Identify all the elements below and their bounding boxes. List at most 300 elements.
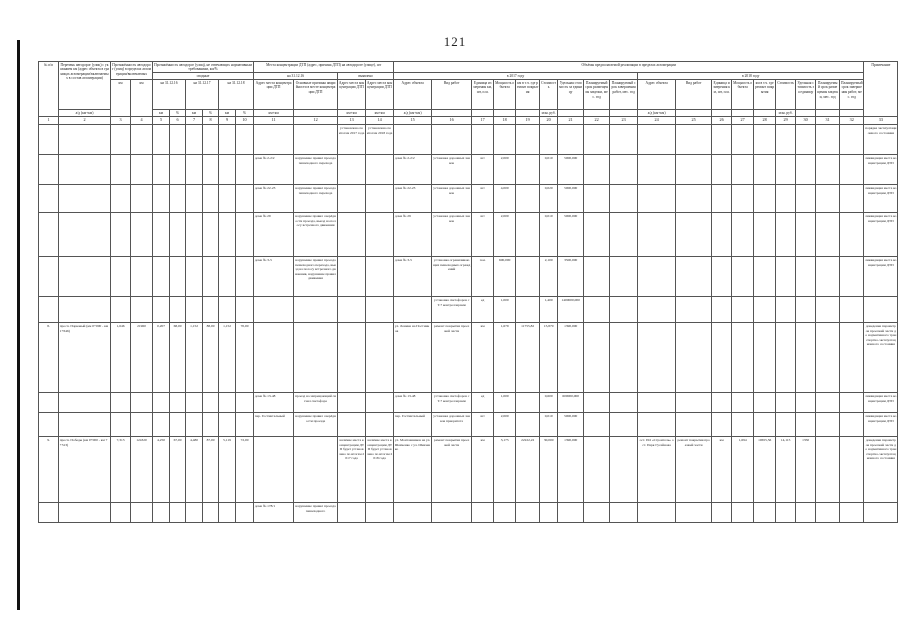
cell-col-22 bbox=[584, 413, 610, 437]
cell-col-25 bbox=[676, 393, 712, 413]
cell-col-2: просп. Парковый (км 0+000 - км 1+646) bbox=[59, 323, 111, 393]
cell-col-17 bbox=[472, 503, 494, 523]
column-number: 5 bbox=[153, 117, 170, 125]
cell-col-10 bbox=[236, 393, 254, 413]
cell-col-15: ул. Монтажников на ул. Шевченко с ул. Шевченко bbox=[394, 437, 432, 503]
hdr-dtp-addr: Адрес места концентрации ДТП bbox=[254, 80, 294, 110]
cell-col-20: 15,870 bbox=[540, 323, 558, 393]
cell-col-18: 2,000 bbox=[494, 155, 516, 185]
cell-col-11: дома № 2-2/2 bbox=[254, 155, 294, 185]
cell-col-5 bbox=[153, 155, 170, 185]
cell-col-29 bbox=[776, 323, 796, 393]
cell-col-3 bbox=[111, 413, 131, 437]
hdr-cost-17: Стоимость bbox=[540, 80, 558, 110]
cell-col-31 bbox=[816, 297, 840, 323]
cell-col-18: 4,000 bbox=[494, 185, 516, 213]
cell-col-13 bbox=[338, 297, 366, 323]
cell-col-16: установка дорожных знаков приоритета bbox=[432, 413, 472, 437]
cell-col-32 bbox=[840, 125, 864, 155]
cell-col-6 bbox=[170, 213, 186, 257]
hdr-u-pct-3: % bbox=[236, 110, 254, 117]
cell-col-2 bbox=[59, 155, 111, 185]
cell-col-11: дома № 3-5 bbox=[254, 257, 294, 297]
cell-col-9 bbox=[219, 213, 236, 257]
cell-col-8: 87,00 bbox=[203, 437, 219, 503]
cell-col-3 bbox=[111, 297, 131, 323]
column-number: 9 bbox=[219, 117, 236, 125]
cell-col-13 bbox=[338, 503, 366, 523]
cell-col-7 bbox=[186, 257, 203, 297]
cell-col-9 bbox=[219, 393, 236, 413]
cell-col-25 bbox=[676, 155, 712, 185]
cell-col-3: 1,646 bbox=[111, 323, 131, 393]
cell-col-16: ремонт покрытия проезжей части bbox=[432, 323, 472, 393]
cell-col-16: установка дорожных знаков bbox=[432, 185, 472, 213]
column-number: 13 bbox=[338, 117, 366, 125]
cell-col-30 bbox=[796, 503, 816, 523]
cell-note: порядка эксплуатационного состояния bbox=[864, 125, 898, 155]
cell-col-10 bbox=[236, 413, 254, 437]
cell-col-2: просп. Победы (км 0+000 - км 7+313) bbox=[59, 437, 111, 503]
cell-col-11 bbox=[254, 323, 294, 393]
cell-col-11 bbox=[254, 437, 294, 503]
cell-col-5: 0,207 bbox=[153, 323, 170, 393]
cell-col-23 bbox=[610, 155, 638, 185]
cell-col-23 bbox=[610, 213, 638, 257]
cell-col-14 bbox=[366, 155, 394, 185]
cell-col-4 bbox=[131, 185, 153, 213]
cell-col-27 bbox=[732, 297, 754, 323]
cell-col-22 bbox=[584, 125, 610, 155]
cell-note: ликвидация места концентрации ДТП bbox=[864, 213, 898, 257]
cell-col-24 bbox=[638, 155, 676, 185]
cell-col-23 bbox=[610, 503, 638, 523]
cell-col-15: дома № 22-23 bbox=[394, 185, 432, 213]
cell-col-17: шт bbox=[472, 185, 494, 213]
cell-col-28 bbox=[754, 503, 776, 523]
cell-col-14 bbox=[366, 257, 394, 297]
cell-col-27 bbox=[732, 323, 754, 393]
cell-col-27 bbox=[732, 413, 754, 437]
cell-col-19 bbox=[516, 213, 540, 257]
cell-col-19 bbox=[516, 413, 540, 437]
cell-col-32 bbox=[840, 297, 864, 323]
cell-col-29 bbox=[776, 393, 796, 413]
hdr-u-addr-dtp: км+км bbox=[254, 110, 294, 117]
cell-col-13 bbox=[338, 257, 366, 297]
cell-col-4: 124320 bbox=[131, 437, 153, 503]
cell-col-14 bbox=[366, 185, 394, 213]
cell-col-1: 8. bbox=[39, 323, 59, 393]
cell-col-7 bbox=[186, 155, 203, 185]
hdr-volumes: Объёмы предполагаемой реализации в пределах агломерации bbox=[394, 62, 864, 73]
cell-col-31 bbox=[816, 503, 840, 523]
cell-col-30 bbox=[796, 323, 816, 393]
header-row-1 bbox=[39, 62, 898, 73]
cell-col-15: пер. Гостинтальный bbox=[394, 413, 432, 437]
cell-col-21: 5000,000 bbox=[558, 213, 584, 257]
cell-col-20: 1,400 bbox=[540, 297, 558, 323]
cell-col-4: 21960 bbox=[131, 323, 153, 393]
cell-col-12: нарушение правил очерёдности проезда, выезд на полосу встречного движения bbox=[294, 213, 338, 257]
cell-col-20: 0,600 bbox=[540, 393, 558, 413]
cell-col-2 bbox=[59, 393, 111, 413]
cell-col-19 bbox=[516, 155, 540, 185]
hdr-length: Протяжённость автодорог (улиц) в пределах агломерации/включаемых bbox=[111, 62, 153, 80]
cell-col-24 bbox=[638, 393, 676, 413]
cell-col-24 bbox=[638, 413, 676, 437]
cell-col-6: 67,00 bbox=[170, 437, 186, 503]
cell-col-23 bbox=[610, 297, 638, 323]
cell-col-12: нарушение правил проезда пешеходного bbox=[294, 503, 338, 523]
hdr-note: Примечание bbox=[864, 62, 898, 117]
hdr-current: сводные bbox=[153, 73, 254, 80]
column-number: 8 bbox=[203, 117, 219, 125]
cell-col-19 bbox=[516, 393, 540, 413]
cell-col-29 bbox=[776, 503, 796, 523]
cell-col-7: 1,152 bbox=[186, 323, 203, 393]
cell-note: доведение параметров проезжей части до нормативного транспортно-эксплуатационного состояния bbox=[864, 437, 898, 503]
cell-col-28 bbox=[754, 297, 776, 323]
header-row-2 bbox=[39, 73, 898, 80]
cell-col-13: установлено по итогам 2017 года bbox=[338, 125, 366, 155]
cell-col-19: 11755,82 bbox=[516, 323, 540, 393]
cell-col-26 bbox=[712, 155, 732, 185]
cell-col-14: установлено по итогам 2018 года bbox=[366, 125, 394, 155]
cell-col-13: наличие места концентрации ДТП будет установлено по итогам 2017 года bbox=[338, 437, 366, 503]
table-row bbox=[39, 155, 898, 185]
cell-col-1 bbox=[39, 257, 59, 297]
hdr-u-km-3: км bbox=[219, 110, 236, 117]
cell-col-30 bbox=[796, 213, 816, 257]
cell-col-3 bbox=[111, 213, 131, 257]
cell-col-2 bbox=[59, 125, 111, 155]
cell-col-5 bbox=[153, 185, 170, 213]
hdr-u-km-1: км bbox=[153, 110, 170, 117]
hdr-price-18: Удельная стоимость за единицу bbox=[796, 80, 816, 110]
header-row-4 bbox=[39, 110, 898, 117]
cell-col-6 bbox=[170, 413, 186, 437]
cell-col-29 bbox=[776, 185, 796, 213]
cell-note bbox=[864, 503, 898, 523]
cell-col-31 bbox=[816, 185, 840, 213]
cell-col-7 bbox=[186, 413, 203, 437]
cell-col-31 bbox=[816, 155, 840, 185]
hdr-date1: на 31.12.16 bbox=[153, 80, 186, 110]
cell-col-25 bbox=[676, 413, 712, 437]
column-number: 12 bbox=[294, 117, 338, 125]
cell-col-21: 5000,000 bbox=[558, 155, 584, 185]
column-number: 24 bbox=[638, 117, 676, 125]
cell-col-25 bbox=[676, 185, 712, 213]
cell-col-4 bbox=[131, 393, 153, 413]
cell-col-11 bbox=[254, 297, 294, 323]
cell-col-8 bbox=[203, 185, 219, 213]
column-number: 4 bbox=[131, 117, 153, 125]
cell-col-14 bbox=[366, 413, 394, 437]
cell-col-21: 5000,000 bbox=[558, 413, 584, 437]
cell-col-17: п.м. bbox=[472, 257, 494, 297]
cell-col-19 bbox=[516, 503, 540, 523]
cell-col-8: 88,00 bbox=[203, 323, 219, 393]
column-number: 23 bbox=[610, 117, 638, 125]
column-number: 22 bbox=[584, 117, 610, 125]
cell-col-1: 9. bbox=[39, 437, 59, 503]
cell-col-17: шт bbox=[472, 213, 494, 257]
cell-col-1 bbox=[39, 503, 59, 523]
cell-col-26 bbox=[712, 185, 732, 213]
hdr-dtp-addr18: Адрес места концентрации ДТП bbox=[366, 80, 394, 110]
cell-note: ликвидация места концентрации ДТП bbox=[864, 413, 898, 437]
cell-col-12 bbox=[294, 125, 338, 155]
cell-col-20 bbox=[540, 503, 558, 523]
cell-col-23 bbox=[610, 323, 638, 393]
cell-col-30 bbox=[796, 393, 816, 413]
cell-col-5 bbox=[153, 503, 170, 523]
cell-col-19: 22222,22 bbox=[516, 437, 540, 503]
cell-col-28 bbox=[754, 185, 776, 213]
cell-col-25 bbox=[676, 125, 712, 155]
cell-col-21 bbox=[558, 125, 584, 155]
cell-col-31 bbox=[816, 437, 840, 503]
cell-col-5 bbox=[153, 257, 170, 297]
cell-col-7: 4,480 bbox=[186, 437, 203, 503]
cell-col-15: дома № 13-48 bbox=[394, 393, 432, 413]
cell-col-10 bbox=[236, 503, 254, 523]
cell-col-16 bbox=[432, 503, 472, 523]
column-number-row bbox=[39, 117, 898, 125]
cell-note: ликвидация места концентрации ДТП bbox=[864, 155, 898, 185]
hdr-dtp: Места концентрации ДТП (адрес, причина ДТП) на автодороге (улице), шт bbox=[254, 62, 394, 73]
cell-col-10 bbox=[236, 185, 254, 213]
cell-col-10: 72,00 bbox=[236, 437, 254, 503]
cell-col-26 bbox=[712, 323, 732, 393]
cell-col-4 bbox=[131, 503, 153, 523]
cell-col-16: установка светофоров с Т.7 контроллерами bbox=[432, 393, 472, 413]
binding-bar bbox=[17, 40, 20, 610]
cell-col-3 bbox=[111, 257, 131, 297]
cell-col-14 bbox=[366, 323, 394, 393]
cell-col-12: нарушение правил проезда пешеходного перехода, выезд на полосу встречного движения, нарушение правил движения bbox=[294, 257, 338, 297]
cell-col-29 bbox=[776, 125, 796, 155]
column-number: 21 bbox=[558, 117, 584, 125]
cell-col-18: 1,679 bbox=[494, 323, 516, 393]
hdr-2017: в 2017 году bbox=[394, 73, 638, 80]
cell-col-8 bbox=[203, 257, 219, 297]
hdr-unit-17: Единица измерения км, шт, п.м. bbox=[472, 80, 494, 110]
cell-col-32 bbox=[840, 213, 864, 257]
cell-col-2 bbox=[59, 413, 111, 437]
cell-col-30 bbox=[796, 413, 816, 437]
cell-col-7 bbox=[186, 125, 203, 155]
cell-col-24 bbox=[638, 323, 676, 393]
cell-col-19 bbox=[516, 125, 540, 155]
cell-col-14 bbox=[366, 503, 394, 523]
cell-col-32 bbox=[840, 155, 864, 185]
cell-col-18: 2,000 bbox=[494, 213, 516, 257]
cell-col-32 bbox=[840, 413, 864, 437]
cell-col-12: проезд на запрещающий сигнал светофора bbox=[294, 393, 338, 413]
column-number: 32 bbox=[840, 117, 864, 125]
cell-col-13 bbox=[338, 393, 366, 413]
column-number: 1 bbox=[39, 117, 59, 125]
cell-col-3 bbox=[111, 393, 131, 413]
cell-col-15: ул. Ленина на Постников bbox=[394, 323, 432, 393]
cell-col-1 bbox=[39, 125, 59, 155]
cell-col-27: 1,694 bbox=[732, 437, 754, 503]
cell-col-6 bbox=[170, 297, 186, 323]
hdr-unit-addr: а/д (км+км) bbox=[59, 110, 111, 117]
cell-col-1 bbox=[39, 155, 59, 185]
column-number: 18 bbox=[494, 117, 516, 125]
cell-col-26 bbox=[712, 393, 732, 413]
table-body bbox=[39, 125, 898, 523]
cell-col-11: пер. Гостинтальный bbox=[254, 413, 294, 437]
cell-col-16: установка светофоров с Т.7 контроллерами bbox=[432, 297, 472, 323]
cell-col-9: 1,152 bbox=[219, 323, 236, 393]
cell-col-8 bbox=[203, 125, 219, 155]
cell-col-31 bbox=[816, 257, 840, 297]
cell-col-23 bbox=[610, 413, 638, 437]
cell-col-28: 10655,56 bbox=[754, 437, 776, 503]
cell-col-19 bbox=[516, 297, 540, 323]
cell-col-5 bbox=[153, 125, 170, 155]
hdr-km-17: км в т.ч. где ремонт покрытия bbox=[516, 80, 540, 110]
cell-col-17: км bbox=[472, 437, 494, 503]
column-number: 31 bbox=[816, 117, 840, 125]
cell-col-17: ед bbox=[472, 393, 494, 413]
cell-col-6 bbox=[170, 155, 186, 185]
column-number: 30 bbox=[796, 117, 816, 125]
cell-col-27 bbox=[732, 213, 754, 257]
cell-col-32 bbox=[840, 393, 864, 413]
column-number: 27 bbox=[732, 117, 754, 125]
hdr-term-17: Планируемый срок размещения закупки, мес. год bbox=[584, 80, 610, 110]
cell-col-24: ост. ПО «Строитель» ост. Парк Гусейнова bbox=[638, 437, 676, 503]
cell-col-18: 3,175 bbox=[494, 437, 516, 503]
cell-col-25 bbox=[676, 503, 712, 523]
cell-col-15: дома № 29 bbox=[394, 213, 432, 257]
cell-col-22 bbox=[584, 213, 610, 257]
cell-col-31 bbox=[816, 393, 840, 413]
cell-col-15 bbox=[394, 297, 432, 323]
cell-col-17: ед bbox=[472, 297, 494, 323]
column-number: 11 bbox=[254, 117, 294, 125]
hdr-cost-18: Стоимость bbox=[776, 80, 796, 110]
cell-col-25 bbox=[676, 297, 712, 323]
cell-col-3 bbox=[111, 503, 131, 523]
cell-col-13 bbox=[338, 323, 366, 393]
cell-col-16: ремонт покрытия проезжей части bbox=[432, 437, 472, 503]
cell-col-28 bbox=[754, 257, 776, 297]
cell-col-26 bbox=[712, 297, 732, 323]
cell-col-25 bbox=[676, 213, 712, 257]
hdr-unit-18: Единица измерения км, шт, п.м. bbox=[712, 80, 732, 110]
cell-col-30: 1350 bbox=[796, 437, 816, 503]
hdr-term-18: Планируемый срок размещения закупки, мес. год bbox=[816, 80, 840, 110]
cell-col-18 bbox=[494, 125, 516, 155]
column-number: 26 bbox=[712, 117, 732, 125]
cell-col-7 bbox=[186, 503, 203, 523]
cell-col-12 bbox=[294, 323, 338, 393]
cell-col-24 bbox=[638, 125, 676, 155]
cell-col-24 bbox=[638, 503, 676, 523]
cell-col-18: 1,000 bbox=[494, 393, 516, 413]
cell-col-31 bbox=[816, 125, 840, 155]
hdr-planned: выявлено bbox=[338, 73, 394, 80]
cell-col-22 bbox=[584, 257, 610, 297]
cell-col-28 bbox=[754, 413, 776, 437]
cell-col-27 bbox=[732, 125, 754, 155]
cell-col-17: км bbox=[472, 323, 494, 393]
table-row bbox=[39, 185, 898, 213]
cell-col-31 bbox=[816, 323, 840, 393]
cell-col-9 bbox=[219, 125, 236, 155]
cell-col-27 bbox=[732, 185, 754, 213]
cell-col-1 bbox=[39, 185, 59, 213]
hdr-u-mln-17: млн. руб. bbox=[541, 110, 556, 115]
hdr-roads: Перечень автодорог (улиц) с указанием км (адрес объекта в границах агломерации/включаемых в состав агломерации) bbox=[59, 62, 111, 110]
cell-col-18: 2,000 bbox=[494, 413, 516, 437]
cell-col-29 bbox=[776, 213, 796, 257]
cell-col-9 bbox=[219, 155, 236, 185]
cell-col-23 bbox=[610, 437, 638, 503]
cell-col-13 bbox=[338, 413, 366, 437]
cell-col-16: установка ограничивающих пешеходных ограждений bbox=[432, 257, 472, 297]
cell-col-21: 600000,000 bbox=[558, 393, 584, 413]
column-number: 25 bbox=[676, 117, 712, 125]
cell-col-21: 1400000,000 bbox=[558, 297, 584, 323]
cell-col-17: шт bbox=[472, 155, 494, 185]
cell-note: ликвидация места концентрации ДТП bbox=[864, 185, 898, 213]
cell-col-22 bbox=[584, 437, 610, 503]
column-number: 19 bbox=[516, 117, 540, 125]
cell-col-4 bbox=[131, 413, 153, 437]
cell-col-2 bbox=[59, 503, 111, 523]
cell-col-27 bbox=[732, 155, 754, 185]
table-row bbox=[39, 125, 898, 155]
cell-col-29 bbox=[776, 297, 796, 323]
cell-col-10 bbox=[236, 257, 254, 297]
hdr-since: на 31.12.16 bbox=[254, 73, 338, 80]
column-number: 17 bbox=[472, 117, 494, 125]
hdr-obj-18: Адрес объекта bbox=[638, 80, 676, 110]
cell-col-18: 1,000 bbox=[494, 297, 516, 323]
cell-col-16: установка дорожных знаков bbox=[432, 213, 472, 257]
cell-col-2 bbox=[59, 297, 111, 323]
cell-col-16: установка дорожных знаков bbox=[432, 155, 472, 185]
cell-col-23 bbox=[610, 257, 638, 297]
cell-col-26: км bbox=[712, 437, 732, 503]
cell-col-8 bbox=[203, 413, 219, 437]
hdr-power-18: Мощность объекта bbox=[732, 80, 754, 110]
hdr-u-km-2: км bbox=[186, 110, 203, 117]
cell-col-13 bbox=[338, 155, 366, 185]
cell-col-21: 3500,000 bbox=[558, 257, 584, 297]
cell-note: ликвидация места концентрации ДТП bbox=[864, 257, 898, 297]
cell-col-3 bbox=[111, 125, 131, 155]
cell-col-8 bbox=[203, 155, 219, 185]
cell-col-30 bbox=[796, 155, 816, 185]
cell-col-29 bbox=[776, 413, 796, 437]
cell-col-30 bbox=[796, 125, 816, 155]
column-number: 15 bbox=[394, 117, 432, 125]
cell-col-32 bbox=[840, 437, 864, 503]
cell-col-11: дома № 178/1 bbox=[254, 503, 294, 523]
cell-col-22 bbox=[584, 155, 610, 185]
cell-col-8 bbox=[203, 393, 219, 413]
column-number: 10 bbox=[236, 117, 254, 125]
